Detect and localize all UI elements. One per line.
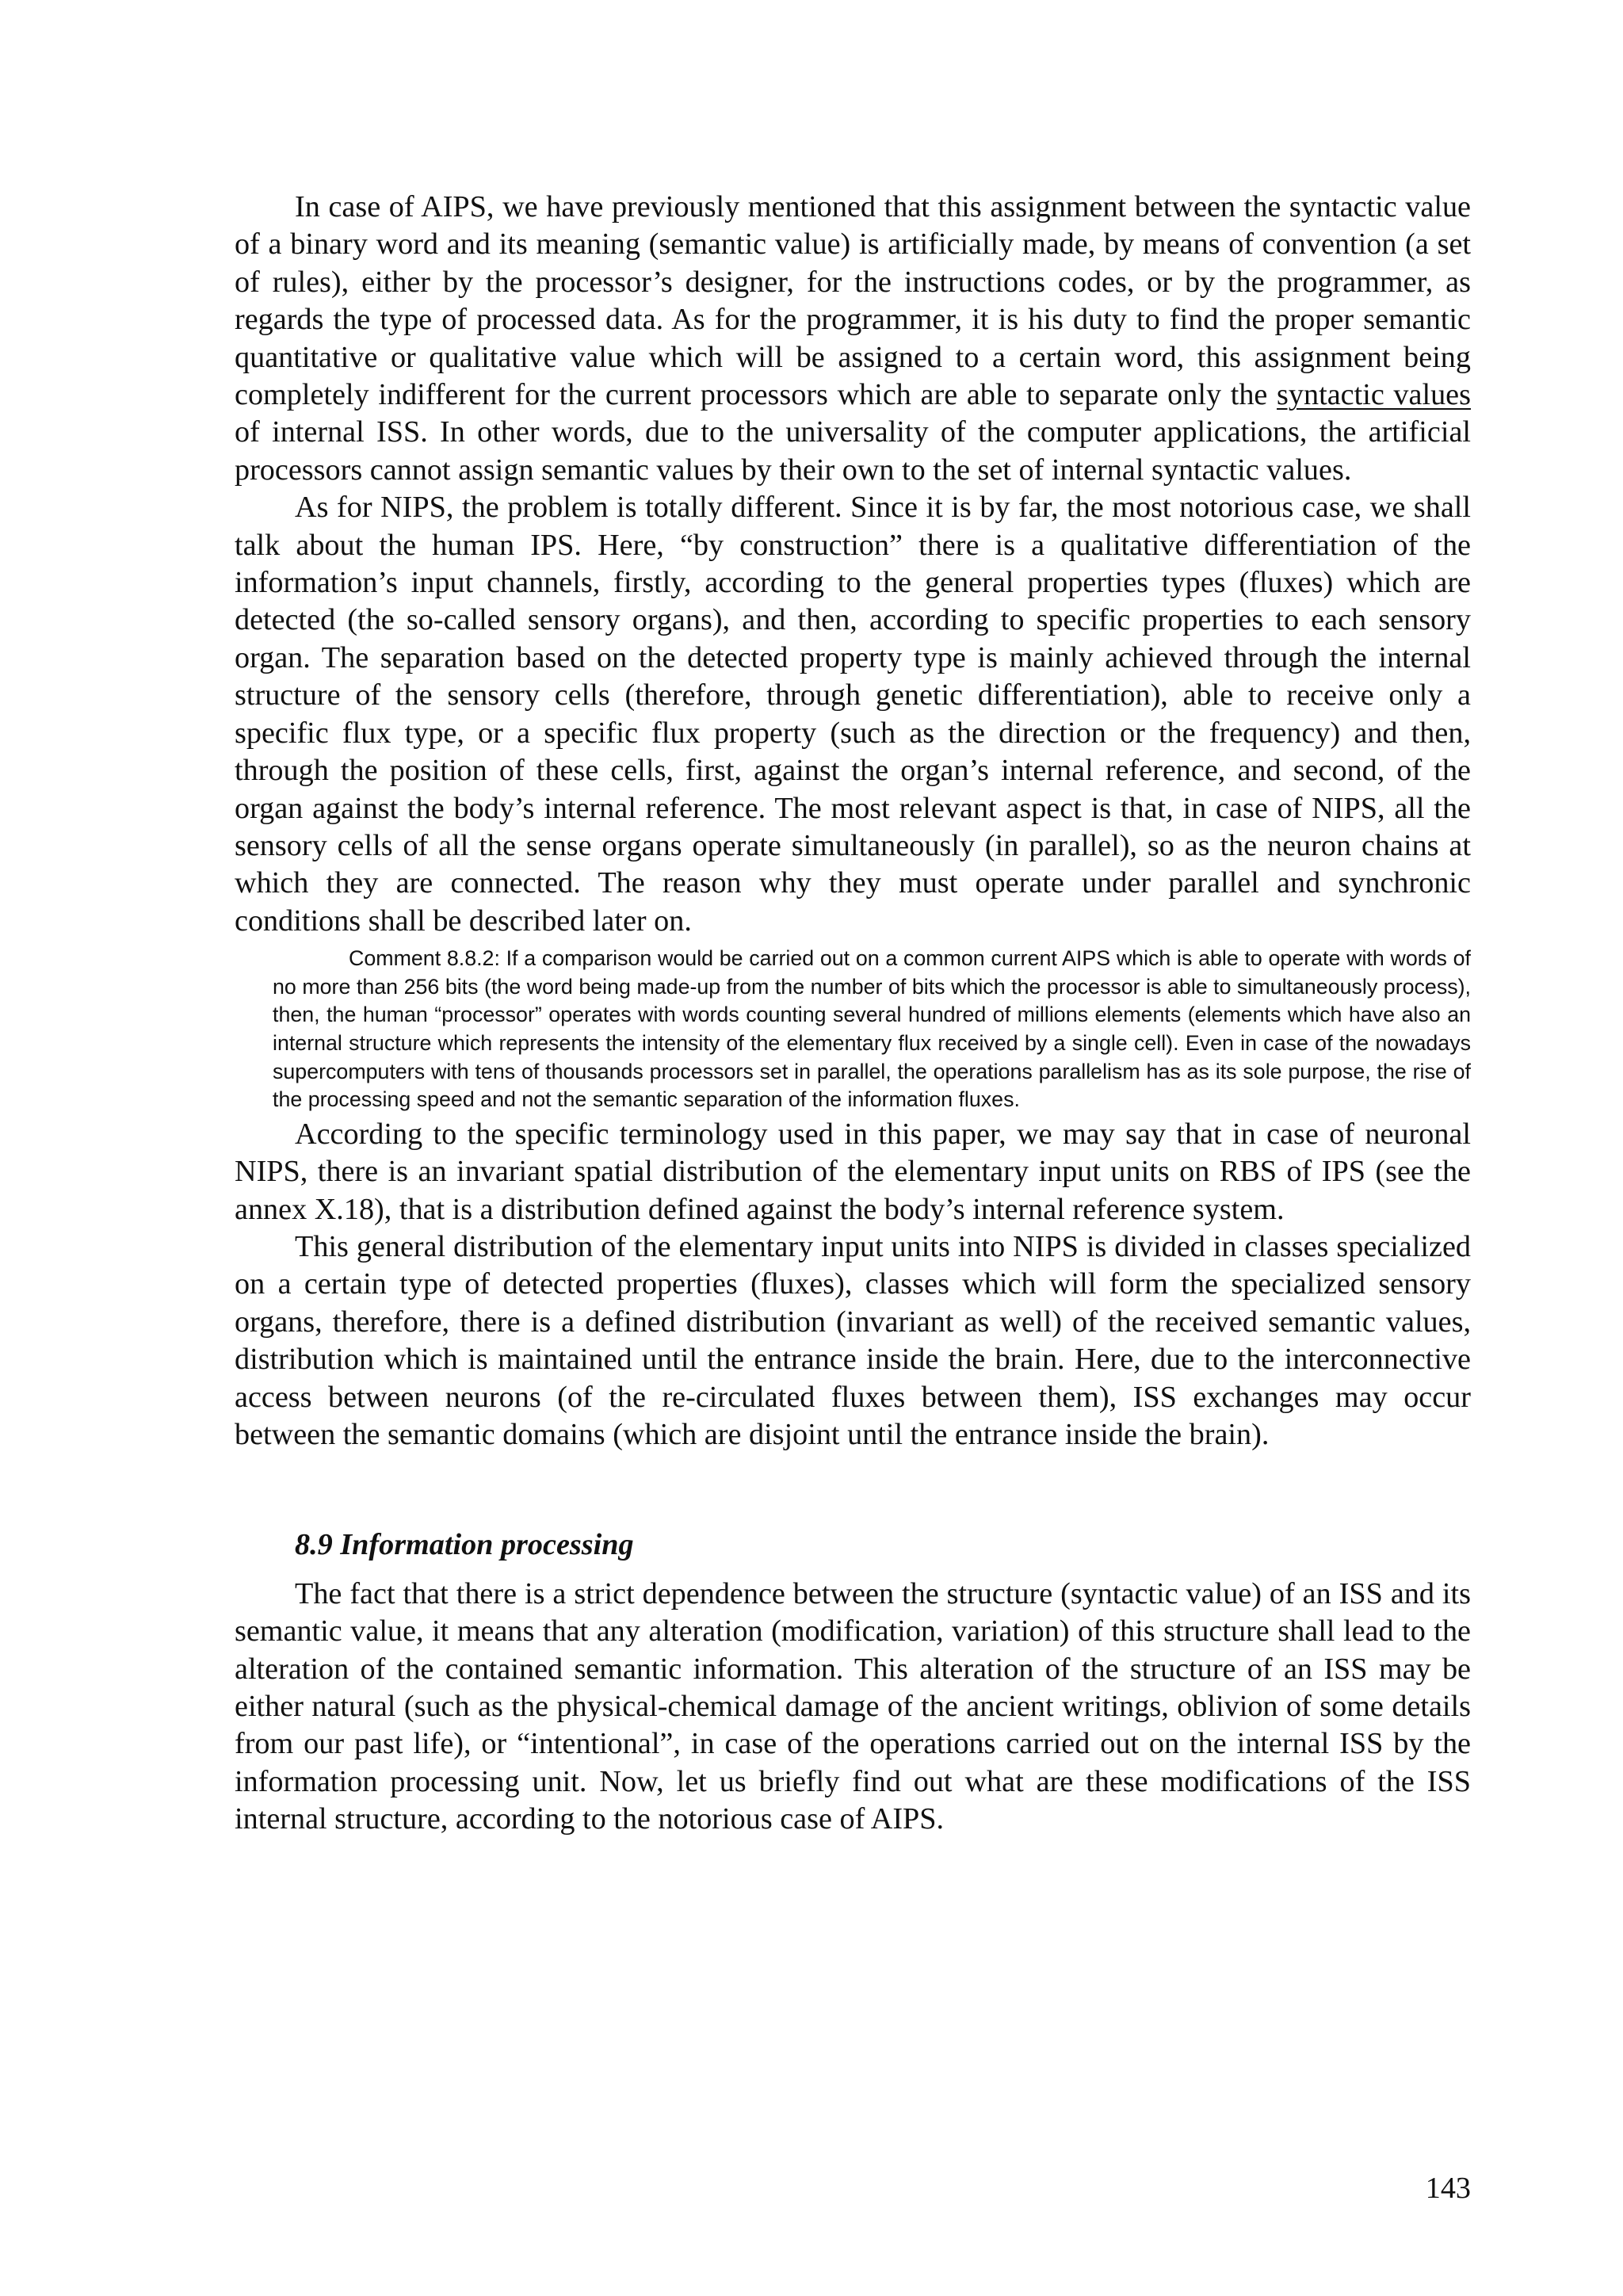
- page-body: [235, 189, 1471, 1839]
- paragraph-terminology: According to the specific terminology used in this paper, we may say that in case of neuronal NIPS, there is an invariant spatial distribution of the elementary input units on RBS of IPS (see the annex X.18), that is a distribution defined against the body’s internal reference system.: [235, 1117, 1471, 1226]
- paragraph-aips-text-start: In case of AIPS, we have previously mentioned that this assignment between the syntactic value of a binary word and its meaning (semantic value) is artificially made, by means of convention (a set of rules), either by the processor’s designer, for the instructions codes, or by the programmer, as regards the type of processed data. As for the programmer, it is his duty to find the proper semantic quantitative or qualitative value which will be assigned to a certain word, this assignment being completely indifferent for the current processors which are able to separate only the: [235, 190, 1471, 412]
- comment-8-8-2: Comment 8.8.2: If a comparison would be carried out on a common current AIPS which is able to operate with words of no more than 256 bits (the word being made-up from the number of bits which the processor is able to simultaneously process), then, the human “processor” operates with words counting several hundred of millions elements (elements which have also an internal structure which represents the intensity of the elementary flux received by a single cell). Even in case of the nowadays supercomputers with tens of thousands processors set in parallel, the operations parallelism has as its sole purpose, the rise of the processing speed and not the semantic separation of the information fluxes.: [273, 946, 1471, 1112]
- paragraph-aips-assignment: [235, 189, 1471, 489]
- underlined-term-syntactic-values: syntactic values: [1277, 378, 1471, 412]
- paragraph-strict-dependence: The fact that there is a strict dependence between the structure (syntactic value) of an ISS and its semantic value, it means that any alteration (modification, variation) of this structure shall lead to the alteration of the contained semantic information. This alteration of the structure of an ISS may be either natural (such as the physical-chemical damage of the ancient writings, oblivion of some details from our past life), or “intentional”, in case of the operations carried out on the internal ISS by the information processing unit. Now, let us briefly find out what are these modifications of the ISS internal structure, according to the notorious case of AIPS.: [235, 1576, 1471, 1836]
- section-heading-information-processing: 8.9 Information processing: [295, 1528, 634, 1562]
- paragraph-nips: As for NIPS, the problem is totally different. Since it is by far, the most notorious case, we shall talk about the human IPS. Here, “by construction” there is a qualitative differentiation of the information’s input channels, firstly, according to the general properties types (fluxes) which are detected (the so-called sensory organs), and then, according to specific properties to each sensory organ. The separation based on the detected property type is mainly achieved through the internal structure of the sensory cells (therefore, through genetic differentiation), able to receive only a specific flux type, or a specific flux property (such as the direction or the frequency) and then, through the position of these cells, first, against the organ’s internal reference, and second, of the organ against the body’s internal reference. The most relevant aspect is that, in case of NIPS, all the sensory cells of all the sense organs operate simultaneously (in parallel), so as the neuron chains at which they are connected. The reason why they must operate under parallel and synchronic conditions shall be described later on.: [235, 491, 1471, 938]
- page-number: 143: [1425, 2172, 1471, 2205]
- paragraph-general-distribution: This general distribution of the elementary input units into NIPS is divided in classes specialized on a certain type of detected properties (fluxes), classes which will form the specialized sensory organs, therefore, there is a defined distribution (invariant as well) of the received semantic values, distribution which is maintained until the entrance inside the brain. Here, due to the interconnective access between neurons (of the re-circulated fluxes between them), ISS exchanges may occur between the semantic domains (which are disjoint until the entrance inside the brain).: [235, 1229, 1471, 1451]
- paragraph-aips-text-end: of internal ISS. In other words, due to the universality of the computer applications, the artificial processors cannot assign semantic values by their own to the set of internal syntactic values.: [235, 415, 1471, 487]
